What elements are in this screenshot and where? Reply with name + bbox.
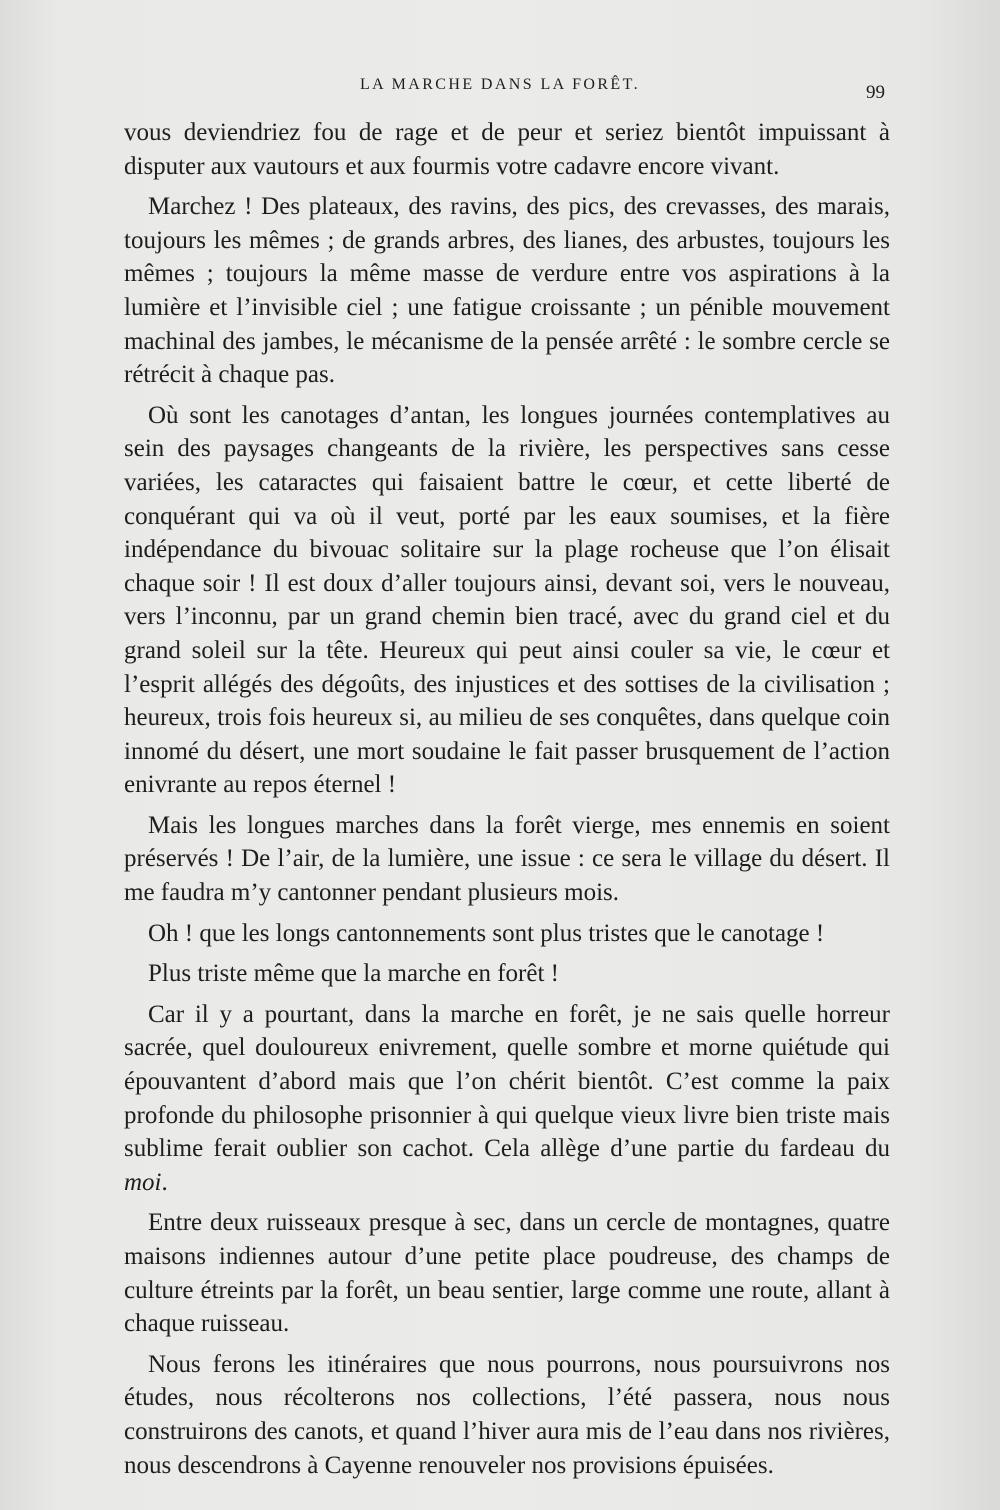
paragraph-4: Mais les longues marches dans la forêt vierge, mes ennemis en soient préservés ! De l’air, de la lumière, une issue : ce sera le village du désert. Il me faudra m’y cantonner pendant plusieurs mois. xyxy=(124,811,890,907)
page-number: 99 xyxy=(866,82,885,103)
running-title: LA MARCHE DANS LA FORÊT. xyxy=(360,76,640,93)
paragraph-7 xyxy=(124,998,890,1200)
paragraph-7-end: . xyxy=(161,1168,168,1196)
paragraph-3: Où sont les canotages d’antan, les longues journées contemplatives au sein des paysages changeants de la rivière, les perspectives sans cesse variées, les cataractes qui faisaient battre le cœur, et cette liberté de conquérant qui va où il veut, porté par les eaux soumises, et la fière indépendance du bivouac solitaire sur la plage rocheuse que l’on élisait chaque soir ! Il est doux d’aller toujours ainsi, devant soi, vers le nouveau, vers l’inconnu, par un grand chemin bien tracé, avec du grand ciel et du grand soleil sur la tête. Heureux qui peut ainsi couler sa vie, le cœur et l’esprit allégés des dégoûts, des injustices et des sottises de la civilisation ; heureux, trois fois heureux si, au milieu de ses conquêtes, dans quelque coin innomé du désert, une mort soudaine le fait passer brusquement de l’action enivrante au repos éternel ! xyxy=(124,401,890,799)
paragraph-1: vous deviendriez fou de rage et de peur et seriez bientôt impuissant à disputer aux vautours et aux fourmis votre cadavre encore vivant. xyxy=(124,119,890,180)
paragraph-8: Entre deux ruisseaux presque à sec, dans un cercle de montagnes, quatre maisons indiennes autour d’une petite place poudreuse, des champs de culture étreints par la forêt, un beau sentier, large comme une route, allant à chaque ruisseau. xyxy=(124,1209,890,1338)
running-head xyxy=(0,76,1000,103)
paragraph-7-text: Car il y a pourtant, dans la marche en forêt, je ne sais quelle horreur sacrée, quel douloureux enivrement, quelle sombre et morne quiétude qui épouvantent d’abord mais que l’on chérit bientôt. C’est comme la paix profonde du philosophe prisonnier à qui quelque vieux livre bien triste mais sublime ferait oublier son cachot. Cela allège d’une partie du fardeau du xyxy=(124,1000,890,1163)
paragraph-5: Oh ! que les longs cantonnements sont plus tristes que le canotage ! xyxy=(148,919,825,947)
paragraph-9: Nous ferons les itinéraires que nous pourrons, nous poursuivrons nos études, nous récolterons nos collections, l’été passera, nous nous construirons des canots, et quand l’hiver aura mis de l’eau dans nos rivières, nous descendrons à Cayenne renouveler nos provisions épuisées. xyxy=(124,1350,890,1479)
paragraph-6: Plus triste même que la marche en forêt ! xyxy=(148,960,559,988)
body-text xyxy=(124,116,890,1489)
paragraph-2: Marchez ! Des plateaux, des ravins, des pics, des crevasses, des marais, toujours les mêmes ; de grands arbres, des lianes, des arbustes, toujours les mêmes ; toujours la même masse de verdure entre vos aspirations à la lumière et l’invisible ciel ; une fatigue croissante ; un pénible mouvement machinal des jambes, le mécanisme de la pensée arrêté : le sombre cercle se rétrécit à chaque pas. xyxy=(124,193,890,389)
italic-word: moi xyxy=(124,1168,162,1196)
